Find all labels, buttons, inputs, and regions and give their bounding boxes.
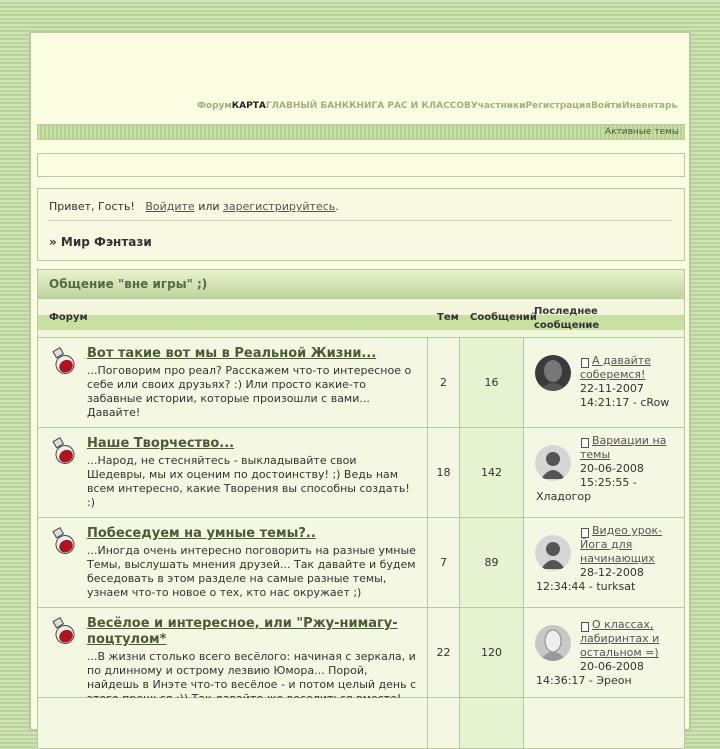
nav-register[interactable]: Регистрация bbox=[525, 101, 592, 111]
login-link[interactable]: Войдите bbox=[145, 200, 195, 213]
last-post-cell bbox=[524, 428, 685, 517]
last-post-time-user: 15:25:55 - Хладогор bbox=[536, 476, 637, 503]
forum-title-link[interactable]: Наше Творчество... bbox=[87, 436, 235, 451]
posts-count: 120 bbox=[481, 646, 502, 659]
period-text: . bbox=[335, 200, 339, 213]
divider bbox=[48, 220, 672, 221]
topics-count: 2 bbox=[440, 376, 447, 389]
welcome-line bbox=[49, 200, 339, 213]
forum-cell bbox=[38, 518, 427, 607]
topics-cell bbox=[427, 518, 460, 607]
forum-title-link[interactable]: Побеседуем на умные темы?.. bbox=[87, 526, 316, 541]
page-container bbox=[29, 31, 691, 731]
last-post-cell bbox=[524, 518, 685, 607]
posts-cell bbox=[460, 608, 524, 697]
forum-cell bbox=[38, 698, 427, 749]
category-title: Общение "вне игры" ;) bbox=[38, 270, 684, 299]
posts-cell bbox=[460, 428, 524, 517]
nav-book[interactable]: КНИГА РАС И КЛАССОВ bbox=[349, 101, 471, 111]
announcement-box bbox=[37, 153, 685, 177]
forum-title-link[interactable]: Вот такие вот мы в Реальной Жизни... bbox=[87, 346, 377, 361]
nav-login[interactable]: Войти bbox=[591, 101, 622, 111]
topics-cell bbox=[427, 608, 460, 697]
forum-cell bbox=[38, 608, 427, 697]
potion-icon bbox=[49, 526, 77, 556]
col-forum: Форум bbox=[49, 312, 88, 323]
forum-row-partial bbox=[38, 698, 684, 749]
user-avatar bbox=[535, 535, 571, 571]
register-link[interactable]: зарегистрируйтесь bbox=[223, 200, 336, 213]
last-post-date: 20-06-2008 bbox=[580, 462, 644, 475]
forum-row bbox=[38, 338, 684, 428]
posts-count: 89 bbox=[484, 556, 499, 569]
col-posts: Сообщений bbox=[470, 312, 537, 323]
forum-description: ...В жизни столько всего весёлого: начиная с зеркала, и по длинному и острому лезвию Юмора... Порой, найдешь в Инэте что-то весёлое - и потом целый день с bbox=[87, 650, 417, 691]
last-post-date: 20-06-2008 bbox=[580, 660, 644, 673]
or-text: или bbox=[198, 200, 220, 213]
potion-icon bbox=[49, 346, 77, 376]
active-topics-link[interactable]: Активные темы bbox=[604, 127, 679, 137]
posts-count: 142 bbox=[481, 466, 502, 479]
forum-cell bbox=[38, 338, 427, 427]
last-post-date: 28-12-2008 bbox=[580, 566, 644, 579]
topics-cell bbox=[427, 338, 460, 427]
user-avatar bbox=[535, 625, 571, 661]
forum-title-link[interactable]: Весёлое и интересное, или "Ржу-нимагу-поцтулом* bbox=[87, 616, 398, 647]
forum-row bbox=[38, 518, 684, 608]
forum-description: ...Поговорим про реал? Расскажем что-то интересное о себе или своих друзьях? :) Или просто какие-то забавные истории, которые произошли с вами... Давайте! bbox=[87, 364, 412, 419]
topics-count: 18 bbox=[436, 466, 451, 479]
topics-cell bbox=[427, 698, 460, 749]
topics-count: 22 bbox=[436, 646, 451, 659]
nav-bank[interactable]: ГЛАВНЫЙ БАНК bbox=[265, 101, 350, 111]
last-post-date: 22-11-2007 bbox=[580, 382, 644, 395]
active-topics-bar bbox=[37, 124, 685, 140]
last-post-cell bbox=[524, 698, 685, 749]
welcome-box bbox=[37, 188, 685, 261]
col-last-post: Последнее сообщение bbox=[534, 306, 600, 331]
nav-forum[interactable]: Форум bbox=[197, 101, 232, 111]
last-post-link[interactable]: А давайте соберемся! bbox=[580, 354, 651, 381]
forum-description: ...Народ, не стесняйтесь - выкладывайте свои Шедевры, мы их оценим по достоинству! ;) Ведь нам всем интересно, какие Творения вы способны создать! :) bbox=[87, 454, 410, 509]
posts-count: 16 bbox=[484, 376, 499, 389]
nav-inventory[interactable]: Инвентарь bbox=[621, 101, 678, 111]
last-post-link[interactable]: О классах, лабиринтах и остальном =) bbox=[580, 618, 660, 659]
topics-cell bbox=[427, 428, 460, 517]
topics-count: 7 bbox=[440, 556, 447, 569]
last-post-link[interactable]: Видео урок- Йога для начинающих bbox=[580, 524, 663, 565]
potion-icon bbox=[49, 436, 77, 466]
last-post-cell bbox=[524, 338, 685, 427]
table-header bbox=[38, 299, 684, 338]
nav-map[interactable]: КАРТА bbox=[231, 101, 266, 111]
nav-members[interactable]: Участники bbox=[470, 101, 526, 111]
forum-description: ...Иногда очень интересно поговорить на разные умные Темы, выслушать мнения друзей... Так давайте и будем беседовать в этом разделе на самые разные темы, узнаем что-то новое о тех, кто нас окружает ;) bbox=[87, 544, 416, 599]
forum-row bbox=[38, 608, 684, 698]
potion-icon bbox=[49, 616, 77, 646]
forum-row bbox=[38, 428, 684, 518]
user-avatar bbox=[535, 355, 571, 391]
breadcrumb: » Мир Фэнтази bbox=[49, 235, 152, 249]
last-post-cell bbox=[524, 608, 685, 697]
forum-cell bbox=[38, 428, 427, 517]
posts-cell bbox=[460, 338, 524, 427]
forum-category bbox=[37, 269, 685, 749]
last-post-time-user: 14:21:17 - cRow bbox=[580, 396, 670, 409]
greeting-text: Привет, Гость! bbox=[49, 200, 135, 213]
last-post-link[interactable]: Вариации на темы bbox=[580, 434, 667, 461]
last-post-time-user: 14:36:17 - Эреон bbox=[536, 674, 632, 687]
posts-cell bbox=[460, 518, 524, 607]
main-nav bbox=[197, 101, 677, 111]
col-topics: Тем bbox=[437, 312, 459, 323]
last-post-time-user: 12:34:44 - turksat bbox=[536, 580, 636, 593]
posts-cell bbox=[460, 698, 524, 749]
